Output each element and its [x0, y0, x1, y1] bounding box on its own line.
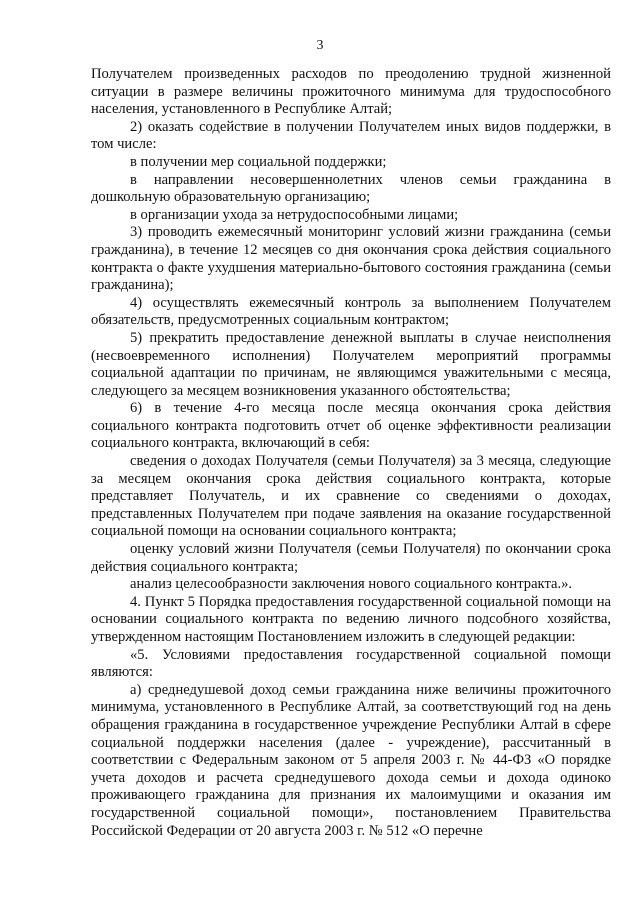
paragraph: 6) в течение 4-го месяца после месяца окончания срока действия социального контракта подготовить отчет об оценке эффективности реализации социального контракта, включающий в себя:: [91, 400, 611, 452]
paragraph: «5. Условиями предоставления государственной социальной помощи являются:: [91, 646, 611, 681]
paragraph: 5) прекратить предоставление денежной выплаты в случае неисполнения (несвоевременного исполнения) Получателем мероприятий программы социальной адаптации по причинам, не являющимся уважительными с месяца, следующего за месяцем возникновения указанного обстоятельства;: [91, 329, 611, 399]
paragraph: 4. Пункт 5 Порядка предоставления государственной социальной помощи на основании социального контракта по ведению личного подсобного хозяйства, утвержденном настоящим Постановлением изложить в следующей редакции:: [91, 593, 611, 645]
paragraph: а) среднедушевой доход семьи гражданина ниже величины прожиточного минимума, установленного в Республике Алтай, за соответствующий год на день обращения гражданина в государственное учреждение Республики Алтай в сфере социальной поддержки населения (далее - учреждение), рассчитанный в соответствии с Федеральным законом от 5 апреля 2003 г. № 44-ФЗ «О порядке учета доходов и расчета среднедушевого дохода семьи и дохода одиноко проживающего гражданина для признания их малоимущими и оказания им государственной социальной помощи», постановлением Правительства Российской Федерации от 20 августа 2003 г. № 512 «О перечне: [91, 681, 611, 839]
paragraph: 3) проводить ежемесячный мониторинг условий жизни гражданина (семьи гражданина), в течение 12 месяцев со дня окончания срока действия социального контракта о факте ухудшения материально-бытового состояния гражданина (семьи гражданина);: [91, 224, 611, 294]
paragraph: анализ целесообразности заключения нового социального контракта.».: [130, 576, 573, 593]
paragraph: в получении мер социальной поддержки;: [130, 153, 387, 170]
page-number: 3: [316, 38, 324, 53]
paragraph: в организации ухода за нетрудоспособными лицами;: [130, 206, 459, 223]
paragraph: 2) оказать содействие в получении Получателем иных видов поддержки, в том числе:: [91, 118, 611, 153]
paragraph: сведения о доходах Получателя (семьи Получателя) за 3 месяца, следующие за месяцем окончания срока действия социального контракта, которые представляет Получатель, и их сравнение со сведениями о доходах, представленных Получателем при подаче заявления на оказание государственной социальной помощи на основании социального контракта;: [91, 453, 611, 540]
paragraph: в направлении несовершеннолетних членов семьи гражданина в дошкольную образовательную организацию;: [91, 171, 611, 206]
paragraph: Получателем произведенных расходов по преодолению трудной жизненной ситуации в размере величины прожиточного минимума для трудоспособного населения, установленного в Республике Алтай;: [91, 66, 611, 118]
paragraph: оценку условий жизни Получателя (семьи Получателя) по окончании срока действия социального контракта;: [91, 541, 611, 575]
paragraph: 4) осуществлять ежемесячный контроль за выполнением Получателем обязательств, предусмотренных социальным контрактом;: [91, 294, 611, 329]
document-body: [91, 66, 611, 840]
